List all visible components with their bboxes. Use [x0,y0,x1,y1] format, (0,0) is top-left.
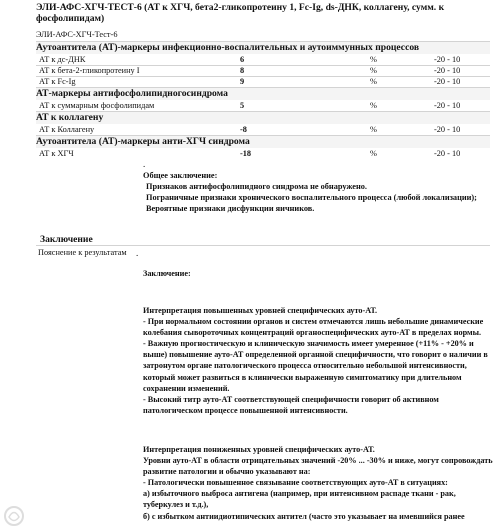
interpretation-paragraph: б) с избытком антиидиотипических антител (часто это указывает на имевшийся ранее [143,511,465,521]
table-row [36,54,490,65]
table-row [36,100,490,111]
reference-range: -20 - 10 [434,101,461,110]
section-header-collagen: АТ к коллагену [36,112,490,124]
reference-range: -20 - 10 [434,125,461,134]
interpretation-heading: Интерпретация повышенных уровней специфических ауто-АТ. [143,306,378,315]
interpretation-paragraph: - Важную прогностическую и клиническую значимость имеет умеренное (+11% - +20% и выше) повышение ауто-АТ определенной органной специфичности, что говорит о наличии в затронутом органе патологического процесса относительно небольшой интенсивности, который может развиться в клинически выраженную симптоматику при длительном сохранении изменений. [143,339,488,393]
analyte-unit: % [370,55,377,64]
conclusion-heading: Заключение: [143,269,191,278]
analyte-unit: % [370,149,377,158]
analyte-name: АТ к ХГЧ [39,149,74,158]
interpretation-increased [143,305,493,416]
reference-range: -20 - 10 [434,55,461,64]
interpretation-paragraph: а) избыточного выброса антигена (например, при интенсивном распаде ткани - рак, туберкулез и т.д.), [143,489,456,510]
conclusion-line: Пограничные признаки хронического воспалительного процесса (любой локализации); [146,193,477,202]
analyte-name: АТ к дс-ДНК [39,55,86,64]
analyte-unit: % [370,101,377,110]
analyte-value: -8 [240,125,247,134]
reference-range: -20 - 10 [434,77,461,86]
table-row [36,148,490,159]
divider [36,245,490,246]
reference-range: -20 - 10 [434,66,461,75]
analyte-name: АТ к суммарным фосфолипидам [39,101,155,110]
table-row [36,65,490,76]
section-header-antiphospholipid: АТ-маркеры антифосфолипидногосиндрома [36,88,490,100]
analyte-value: 8 [240,66,245,75]
bullet-dot: . [136,248,139,258]
interpretation-heading: Интерпретация пониженных уровней специфических ауто-АТ. [143,445,375,454]
test-name: ЭЛИ-АФС-ХГЧ-Тест-6 [36,30,118,39]
interpretation-decreased [143,444,493,522]
interpretation-paragraph: Уровни ауто-АТ в области отрицательных значений -20% ... -30% и ниже, могут сопровождать развитие патологии и обычно указывают на: [143,456,493,477]
explanation-label: Пояснение к результатам [38,248,127,257]
analyte-unit: % [370,125,377,134]
report-title: ЭЛИ-АФС-ХГЧ-ТЕСТ-6 (АТ к ХГЧ, бета2-гликопротеину 1, Fc-Ig, ds-ДНК, коллагену, сумм. к фосфолипидам) [36,2,445,24]
interpretation-paragraph: - Высокий титр ауто-АТ соответствующей специфичности говорит об активном патологическом процессе повышенной интенсивности. [143,394,439,415]
reference-range: -20 - 10 [434,149,461,158]
interpretation-paragraph: - Патологически повышенное связывание соответствующих ауто-АТ в ситуациях: [143,478,448,488]
conclusion-line: Вероятные признаки дисфункции яичников. [146,204,315,213]
conclusion-title: Заключение [40,234,93,245]
general-conclusion-heading: Общее заключение: [143,171,218,180]
analyte-name: АТ к Коллагену [39,125,95,134]
conclusion-line: Признаков антифосфолипидного синдрома не обнаружено. [146,182,367,191]
analyte-unit: % [370,77,377,86]
table-row [36,76,490,87]
watermark-logo-icon [2,504,26,528]
section-header-anti-hcg: Аутоантитела (АТ)-маркеры анти-ХГЧ синдрома [36,136,490,148]
analyte-value: 5 [240,101,245,110]
analyte-name: АТ к Fc-Ig [39,77,76,86]
general-conclusion [143,170,488,214]
table-row [36,124,490,135]
analyte-name: АТ к бета-2-гликопротеину I [39,66,140,75]
section-header-inflammatory: Аутоантитела (АТ)-маркеры инфекционно-воспалительных и аутоиммунных процессов [36,42,490,54]
bullet-dot: . [143,159,146,169]
analyte-value: 9 [240,77,245,86]
analyte-value: -18 [240,149,252,158]
interpretation-paragraph: - При нормальном состоянии органов и систем отмечаются лишь небольшие динамические колебания сывороточных концентраций органоспецифических ауто-АТ в пределах нормы. [143,317,484,338]
analyte-value: 6 [240,55,245,64]
analyte-unit: % [370,66,377,75]
